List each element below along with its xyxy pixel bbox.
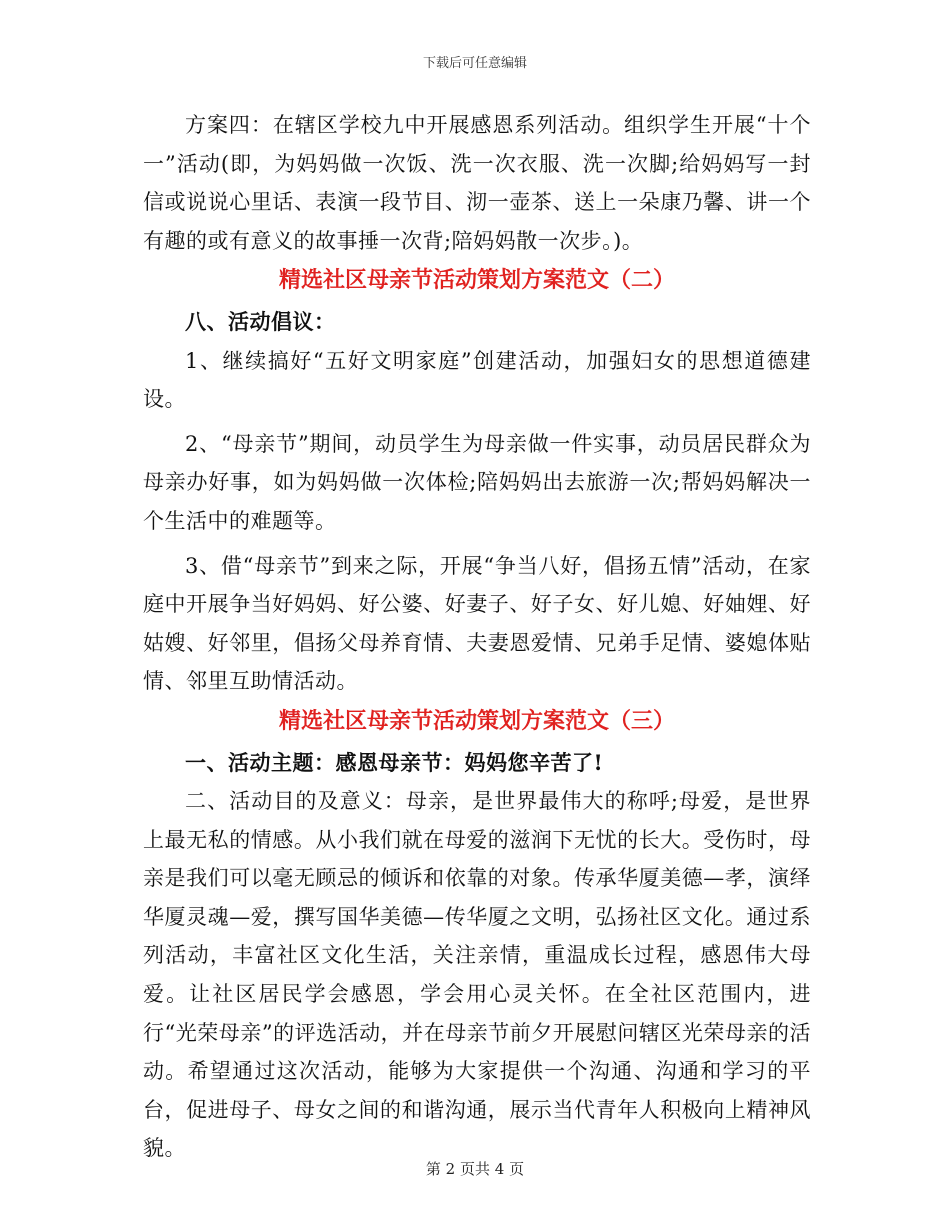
document-body <box>143 106 811 1168</box>
page-footer: 第 2 页共 4 页 <box>425 1160 525 1178</box>
section-heading-two: 精选社区母亲节活动策划方案范文（二） <box>278 268 675 294</box>
proposal-item-3: 3、借“母亲节”到来之际，开展“争当八好，倡扬五情”活动，在家庭中开展争当好妈妈、好公婆、好妻子、好子女、好儿媳、好妯娌、好姑嫂、好邻里，倡扬父母养育情、夫妻恩爱情、兄弟手足情、婆媳体贴情、邻里互助情活动。 <box>143 553 811 694</box>
subheading-activity-proposal: 八、活动倡议： <box>185 308 336 334</box>
proposal-item-2: 2、“母亲节”期间，动员学生为母亲做一件实事，动员居民群众为母亲办好事，如为妈妈做一次体检;陪妈妈出去旅游一次;帮妈妈解决一个生活中的难题等。 <box>143 431 811 533</box>
proposal-item-1: 1、继续搞好“五好文明家庭”创建活动，加强妇女的思想道德建设。 <box>143 348 811 412</box>
page-header: 下载后可任意编辑 <box>422 56 527 71</box>
paragraph-plan-four: 方案四：在辖区学校九中开展感恩系列活动。组织学生开展“十个一”活动(即，为妈妈做一次饭、洗一次衣服、洗一次脚;给妈妈写一封信或说说心里话、表演一段节目、沏一壶茶、送上一朵康乃馨、讲一个有趣的或有意义的故事捶一次背;陪妈妈散一次步。)。 <box>143 113 811 253</box>
paragraph-activity-purpose: 二、活动目的及意义：母亲，是世界最伟大的称呼;母爱，是世界上最无私的情感。从小我们就在母爱的滋润下无忧的长大。受伤时，母亲是我们可以毫无顾忌的倾诉和依靠的对象。传承华厦美德—孝，演绎华厦灵魂—爱，撰写国华美德—传华厦之文明，弘扬社区文化。通过系列活动，丰富社区文化生活，关注亲情，重温成长过程，感恩伟大母爱。让社区居民学会感恩，学会用心灵关怀。在全社区范围内，进行“光荣母亲”的评选活动，并在母亲节前夕开展慰问辖区光荣母亲的活动。希望通过这次活动，能够为大家提供一个沟通、沟通和学习的平台，促进母子、母女之间的和谐沟通，展示当代青年人积极向上精神风貌。 <box>143 789 811 1161</box>
subheading-activity-theme: 一、活动主题：感恩母亲节：妈妈您辛苦了! <box>185 749 604 775</box>
section-heading-three: 精选社区母亲节活动策划方案范文（三） <box>278 708 675 734</box>
